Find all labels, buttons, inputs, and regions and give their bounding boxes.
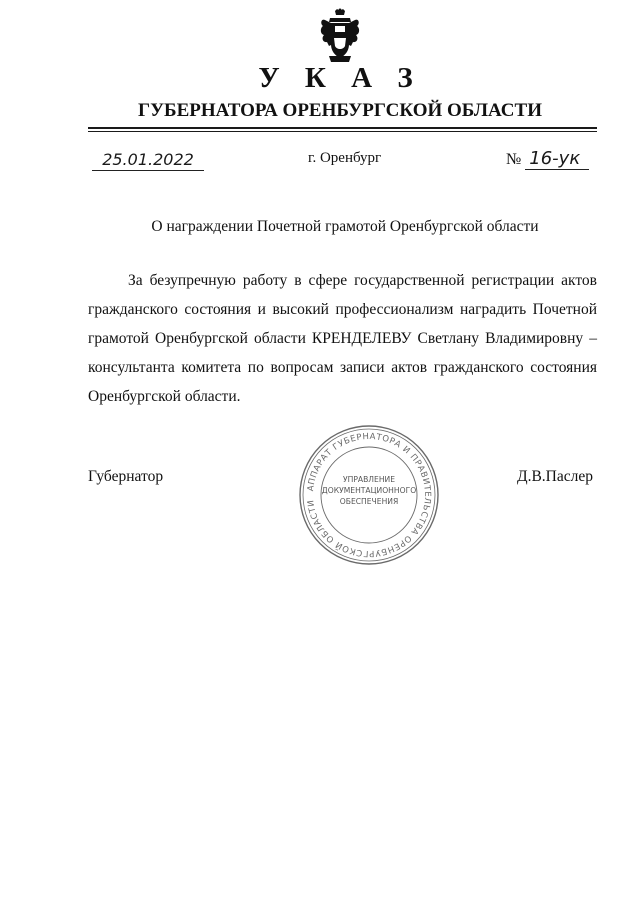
number-prefix: № <box>506 151 522 168</box>
decree-body: За безупречную работу в сфере государственной регистрации актов гражданского состояния и высокий профессионализм наградить Почетной грамотой Оренбургской области КРЕНДЕЛЕВУ Светлану Владимировну – консультанта комитета по вопросам записи актов гражданского состояния Оренбургской области. <box>88 272 597 405</box>
decree-date: 25.01.2022 <box>92 150 204 171</box>
stamp-line-2: ДОКУМЕНТАЦИОННОГО <box>321 486 417 495</box>
stamp-line-3: ОБЕСПЕЧЕНИЯ <box>339 497 399 506</box>
coat-of-arms-icon <box>319 8 361 64</box>
stamp-ring-text: АППАРАТ ГУБЕРНАТОРА И ПРАВИТЕЛЬСТВА ОРЕНБУРГСКОЙ ОБЛАСТИ <box>306 431 433 559</box>
number-value: 16-ук <box>525 148 589 170</box>
document-type-title: У К А З <box>258 62 422 94</box>
decree-number <box>506 148 589 170</box>
signer-name: Д.В.Паслер <box>517 468 593 485</box>
header-rule-thin <box>88 131 597 132</box>
signer-position: Губернатор <box>88 468 164 485</box>
decree-city: г. Оренбург <box>308 150 382 166</box>
stamp-center-text <box>320 474 418 507</box>
header-rule-thick <box>88 127 597 129</box>
stamp-line-1: УПРАВЛЕНИЕ <box>342 475 396 484</box>
issuer-title: ГУБЕРНАТОРА ОРЕНБУРГСКОЙ ОБЛАСТИ <box>138 100 542 121</box>
decree-heading: О награждении Почетной грамотой Оренбургской области <box>151 218 539 235</box>
